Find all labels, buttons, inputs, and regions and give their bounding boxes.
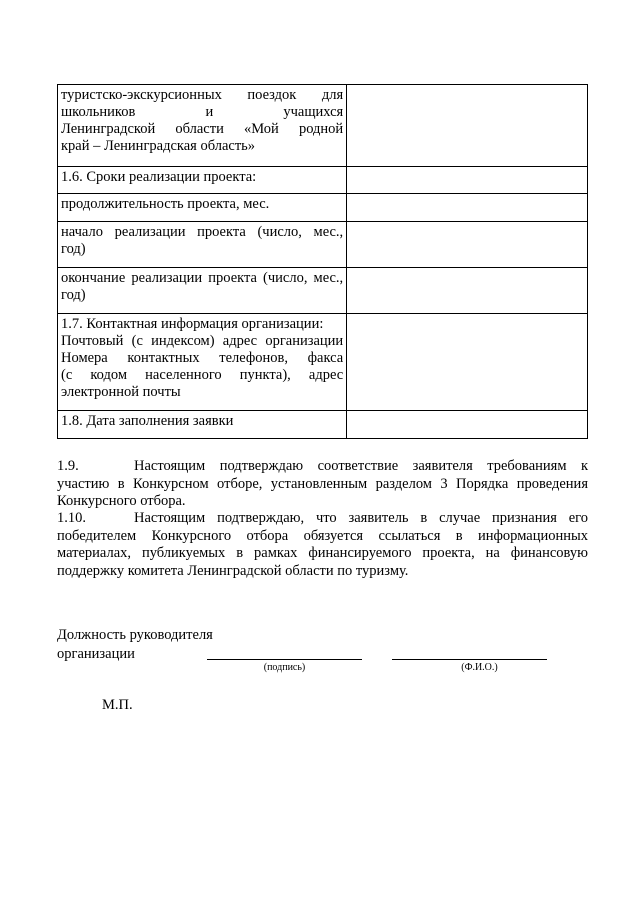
paragraph-text: Настоящим подтверждаю, что заявитель в случае признания его победителем Конкурсного отбора обязуется ссылаться в информационных материалах, публикуемых в рамках финансируемого проекта, на финансовую поддержку комитета Ленинградской области по туризму. xyxy=(57,510,588,579)
label-line: школьников и учащихся xyxy=(61,104,344,120)
label-line: (с кодом населенного пункта), адрес xyxy=(61,367,344,383)
row-label-tour-program xyxy=(58,85,347,167)
paragraph-number: 1.10. xyxy=(57,510,86,526)
table-row xyxy=(58,268,588,314)
label-line: электронной почты xyxy=(61,384,181,400)
label-line: год) xyxy=(61,287,86,303)
label-line: 1.8. Дата заполнения заявки xyxy=(61,413,234,429)
label-line: Номера контактных телефонов, факса xyxy=(61,350,344,366)
signature-position-label xyxy=(57,626,213,664)
value-cell-project-start[interactable] xyxy=(347,222,588,268)
label-line: Почтовый (с индексом) адрес организации xyxy=(61,333,344,349)
label-line: туристско-экскурсионных поездок для xyxy=(61,87,344,103)
table-row xyxy=(58,167,588,194)
table-row xyxy=(58,222,588,268)
signature-label-line: Должность руководителя xyxy=(57,627,213,643)
table-row xyxy=(58,194,588,222)
value-cell-project-end[interactable] xyxy=(347,268,588,314)
value-cell-application-date[interactable] xyxy=(347,411,588,439)
full-name-line[interactable] xyxy=(392,659,547,660)
paragraph-1-10 xyxy=(57,510,588,580)
row-label-application-date xyxy=(58,411,347,439)
label-line: Ленинградской области «Мой родной xyxy=(61,121,344,137)
row-label-project-end xyxy=(58,268,347,314)
signature-label-line: организации xyxy=(57,646,135,662)
row-label-project-start xyxy=(58,222,347,268)
table-row xyxy=(58,411,588,439)
label-line: продолжительность проекта, мес. xyxy=(61,196,270,212)
stamp-placeholder: М.П. xyxy=(102,697,133,713)
paragraph-1-9 xyxy=(57,458,588,511)
paragraph-text: Настоящим подтверждаю соответствие заявителя требованиям к участию в Конкурсном отборе, установленным разделом 3 Порядка проведения Конкурсного отбора. xyxy=(57,458,588,509)
row-label-contact-info xyxy=(58,314,347,411)
value-cell-project-terms[interactable] xyxy=(347,167,588,194)
full-name-caption: (Ф.И.О.) xyxy=(461,662,498,673)
label-line: начало реализации проекта (число, мес., xyxy=(61,224,344,240)
label-line: 1.7. Контактная информация организации: xyxy=(61,316,324,332)
value-cell-contact-info[interactable] xyxy=(347,314,588,411)
signature-line[interactable] xyxy=(207,659,362,660)
table-row xyxy=(58,85,588,167)
table-row xyxy=(58,314,588,411)
label-line: 1.6. Сроки реализации проекта: xyxy=(61,169,257,185)
label-line: край – Ленинградская область» xyxy=(61,138,256,154)
row-label-project-terms xyxy=(58,167,347,194)
label-line: год) xyxy=(61,241,86,257)
application-form-table xyxy=(57,84,588,439)
row-label-project-duration xyxy=(58,194,347,222)
paragraph-number: 1.9. xyxy=(57,458,79,474)
value-cell-project-duration[interactable] xyxy=(347,194,588,222)
value-cell-tour-program[interactable] xyxy=(347,85,588,167)
signature-caption: (подпись) xyxy=(263,662,306,673)
label-line: окончание реализации проекта (число, мес., xyxy=(61,270,344,286)
